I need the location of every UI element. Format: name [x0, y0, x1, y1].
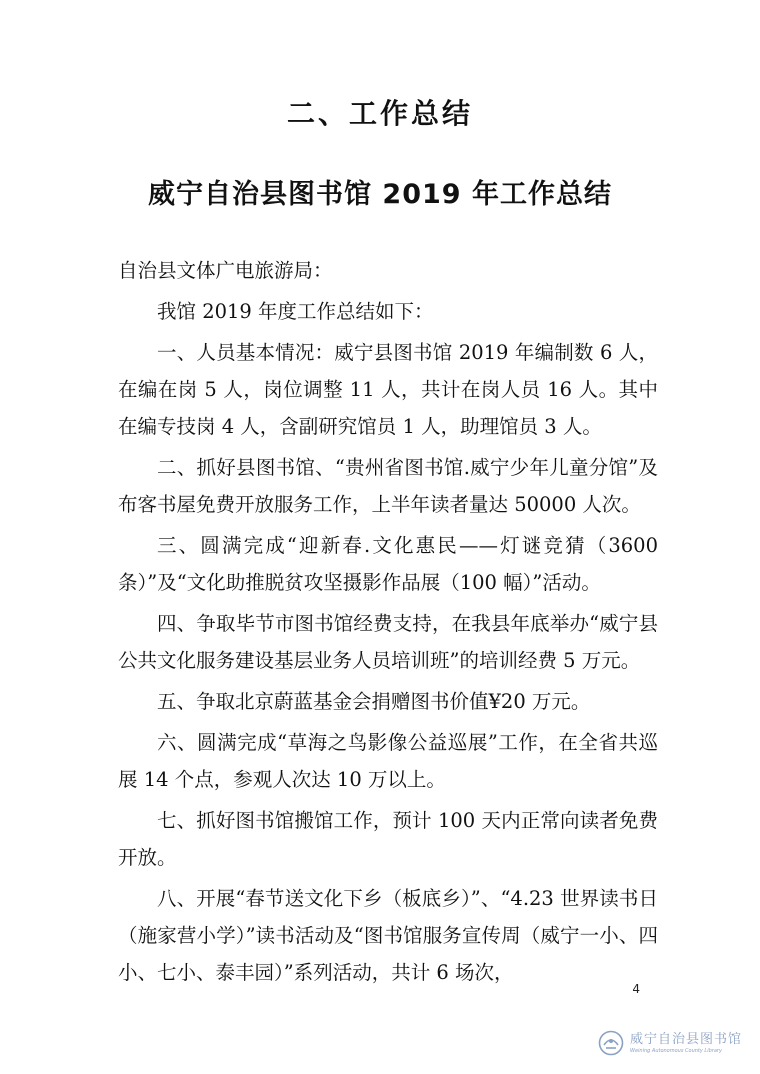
summary-item-2: 二、抓好县图书馆、“贵州省图书馆.威宁少年儿童分馆”及布客书屋免费开放服务工作，上半年读者量达 50000 人次。 — [118, 456, 658, 516]
document-body — [118, 252, 658, 995]
summary-item-6: 六、圆满完成“草海之鸟影像公益巡展”工作，在全省共巡展 14 个点，参观人次达 10 万以上。 — [118, 731, 658, 791]
summary-item-1: 一、人员基本情况：威宁县图书馆 2019 年编制数 6 人，在编在岗 5 人，岗位调整 11 人，共计在岗人员 16 人。其中在编专技岗 4 人，含副研究馆员 1 人，助理馆员 3 人。 — [118, 341, 658, 438]
intro-paragraph: 我馆 2019 年度工作总结如下： — [157, 300, 434, 323]
document-title: 威宁自治县图书馆 2019 年工作总结 — [148, 179, 612, 210]
section-heading: 二、工作总结 — [286, 97, 473, 130]
summary-item-7: 七、抓好图书馆搬馆工作，预计 100 天内正常向读者免费开放。 — [118, 809, 658, 869]
watermark-library-subtitle: Weining Autonomous County Library — [630, 1047, 722, 1054]
library-logo-icon — [598, 1030, 624, 1056]
summary-item-8: 八、开展“春节送文化下乡（板底乡）”、“4.23 世界读书日（施家营小学）”读书活动及“图书馆服务宣传周（威宁一小、四小、七小、泰丰园）”系列活动，共计 6 场次， — [118, 887, 658, 984]
summary-item-5: 五、争取北京蔚蓝基金会捐赠图书价值¥20 万元。 — [157, 690, 591, 713]
summary-item-3: 三、圆满完成“迎新春.文化惠民——灯谜竞猜（3600 条）”及“文化助推脱贫攻坚摄影作品展（100 幅）”活动。 — [118, 534, 658, 594]
library-watermark — [598, 1030, 742, 1056]
salutation: 自治县文体广电旅游局： — [118, 259, 333, 282]
summary-item-4: 四、争取毕节市图书馆经费支持，在我县年底举办“威宁县公共文化服务建设基层业务人员培训班”的培训经费 5 万元。 — [118, 612, 658, 672]
page-number: 4 — [632, 982, 640, 996]
watermark-library-name: 威宁自治县图书馆 — [630, 1031, 743, 1047]
